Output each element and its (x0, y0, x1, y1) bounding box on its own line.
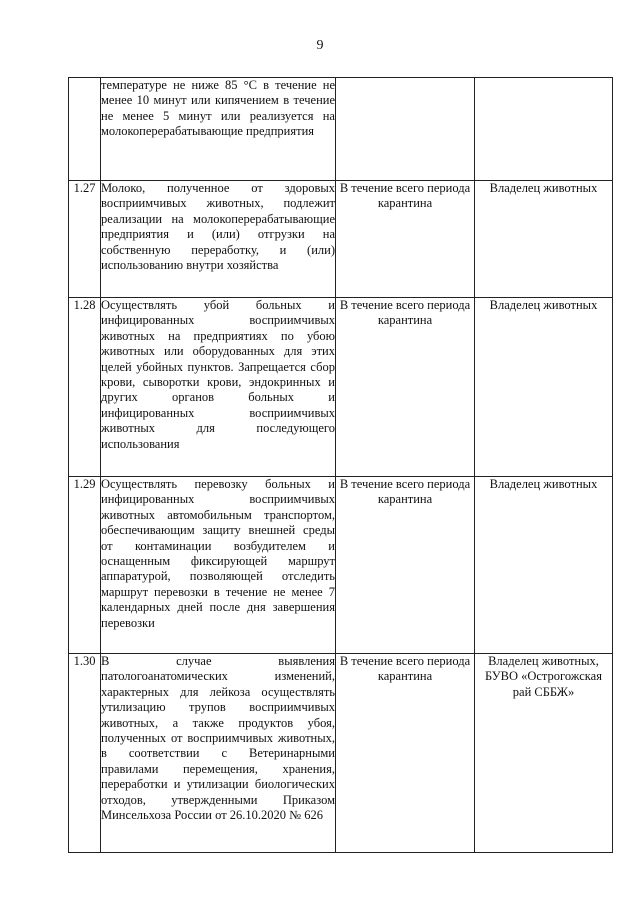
item-number: 1.28 (69, 298, 101, 477)
measure-text: температуре не ниже 85 °С в течение не менее 10 минут или кипячением в течение не менее 5 минут или реализуется на молокоперерабатывающие предприятия (101, 78, 336, 181)
table-row (69, 654, 613, 853)
measure-responsible: Владелец животных (475, 298, 613, 477)
table-row (69, 181, 613, 298)
measure-term: В течение всего периода карантина (336, 181, 475, 298)
table-row (69, 298, 613, 477)
measure-responsible (475, 78, 613, 181)
measure-term: В течение всего периода карантина (336, 654, 475, 853)
measure-text: В случае выявления патологоанатомических изменений, характерных для лейкоза осуществлять утилизацию трупов восприимчивых животных, а также продуктов убоя, полученных от восприимчивых животных, в соответствии с Ветеринарными правилами перемещения, хранения, переработки и утилизации биологических отходов, утвержденными Приказом Минсельхоза России от 26.10.2020 № 626 (101, 654, 336, 853)
page-number: 9 (316, 38, 324, 53)
measure-text: Молоко, полученное от здоровых восприимчивых животных, подлежит реализации на молокоперерабатывающие предприятия и (или) отгрузки на собственную переработку, и (или) использованию внутри хозяйства (101, 181, 336, 298)
measures-table (68, 77, 613, 853)
table-row (69, 78, 613, 181)
measure-term (336, 78, 475, 181)
item-number: 1.30 (69, 654, 101, 853)
item-number (69, 78, 101, 181)
item-number: 1.29 (69, 477, 101, 654)
measure-responsible: Владелец животных, БУВО «Острогожская рай СББЖ» (475, 654, 613, 853)
measure-text: Осуществлять убой больных и инфицированных восприимчивых животных на предприятиях по убою животных или оборудованных для этих целей убойных пунктов. Запрещается сбор крови, сыворотки крови, эндокринных и других органов больных и инфицированных восприимчивых животных для последующего использования (101, 298, 336, 477)
measure-text: Осуществлять перевозку больных и инфицированных восприимчивых животных автомобильным транспортом, обеспечивающим защиту внешней среды от контаминации возбудителем и оснащенным фиксирующей маршрут аппаратурой, позволяющей отследить маршрут перевозки в течение не менее 7 календарных дней после дня завершения перевозки (101, 477, 336, 654)
measure-term: В течение всего периода карантина (336, 298, 475, 477)
measure-responsible: Владелец животных (475, 477, 613, 654)
measure-term: В течение всего периода карантина (336, 477, 475, 654)
item-number: 1.27 (69, 181, 101, 298)
measure-responsible: Владелец животных (475, 181, 613, 298)
table-row (69, 477, 613, 654)
